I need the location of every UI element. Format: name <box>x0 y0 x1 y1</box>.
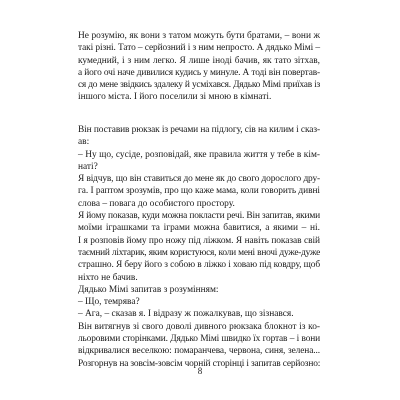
text-line: – Ага, – сказав я. І відразу ж пожалкував, що зізнався. <box>78 309 294 320</box>
text-line: Я відчув, що він ставиться до мене як до свого дорослого дру- <box>78 174 320 185</box>
text-line: ав: <box>78 137 90 148</box>
text-line: наті? <box>78 161 98 172</box>
text-line: а його очі наче дивилися кудись у минуле. А тоді він повертав- <box>78 67 320 78</box>
paragraph-main <box>78 124 320 370</box>
text-line: – Що, темрява? <box>78 297 140 308</box>
text-line: Він витягнув зі свого доволі дивного рюкзака блокнот із ко- <box>78 321 320 332</box>
text-line: Розгорнув на зовсім-зовсім чорній сторінці і запитав серйозно: <box>78 358 321 369</box>
paragraph-intro <box>78 30 320 104</box>
text-line: га. І раптом зрозумів, про що каже мама, коли говорить дивні <box>78 186 320 197</box>
text-line: Дядько Мімі запитав з розумінням: <box>78 284 219 295</box>
text-line: кумедний, і з ним легко. Я лише іноді бачив, як тато зітхав, <box>78 55 320 66</box>
text-line: таємний ліхтарик, яким користуюся, коли мені вночі дуже-дуже <box>78 247 320 258</box>
text-line: ся до мене звідкись здалеку й усміхався. Дядько Мімі приїхав із <box>78 80 320 91</box>
text-line: Я йому показав, куди можна покласти речі. Він запитав, якими <box>78 211 321 222</box>
text-line: іншого міста. І його поселили зі мною в кімнаті. <box>78 92 272 103</box>
text-line: ніхто не бачив. <box>78 272 138 283</box>
text-line: Він поставив рюкзак із речами на підлогу, сів на килим і сказ- <box>78 125 320 135</box>
page-number: 8 <box>197 366 203 376</box>
text-line: – Ну що, сусіде, розповідай, яке правила життя у тебе в кім- <box>78 149 320 160</box>
text-line: страшно. Я беру його з собою в ліжко і ховаю під ковдру, щоб <box>78 260 320 271</box>
text-line: відкривалися веселкою: помаранчева, червона, синя, зелена... <box>78 346 320 357</box>
text-line: льоровими сторінками. Дядько Мімі швидко їх гортав – і вони <box>78 334 320 345</box>
text-line: слова – повага до особистого простору. <box>78 198 235 209</box>
text-line: такі різні. Тато – серйозний і з ним непросто. А дядько Мімі – <box>78 43 320 54</box>
text-line: моїми іграшками та іграми можна бавитися, а якими – ні. <box>78 223 320 234</box>
text-line: І я розповів йому про ножу під ліжком. Я навіть показав свій <box>78 235 320 246</box>
text-line: Не розумію, як вони з татом можуть бути братами, – вони ж <box>78 31 320 41</box>
